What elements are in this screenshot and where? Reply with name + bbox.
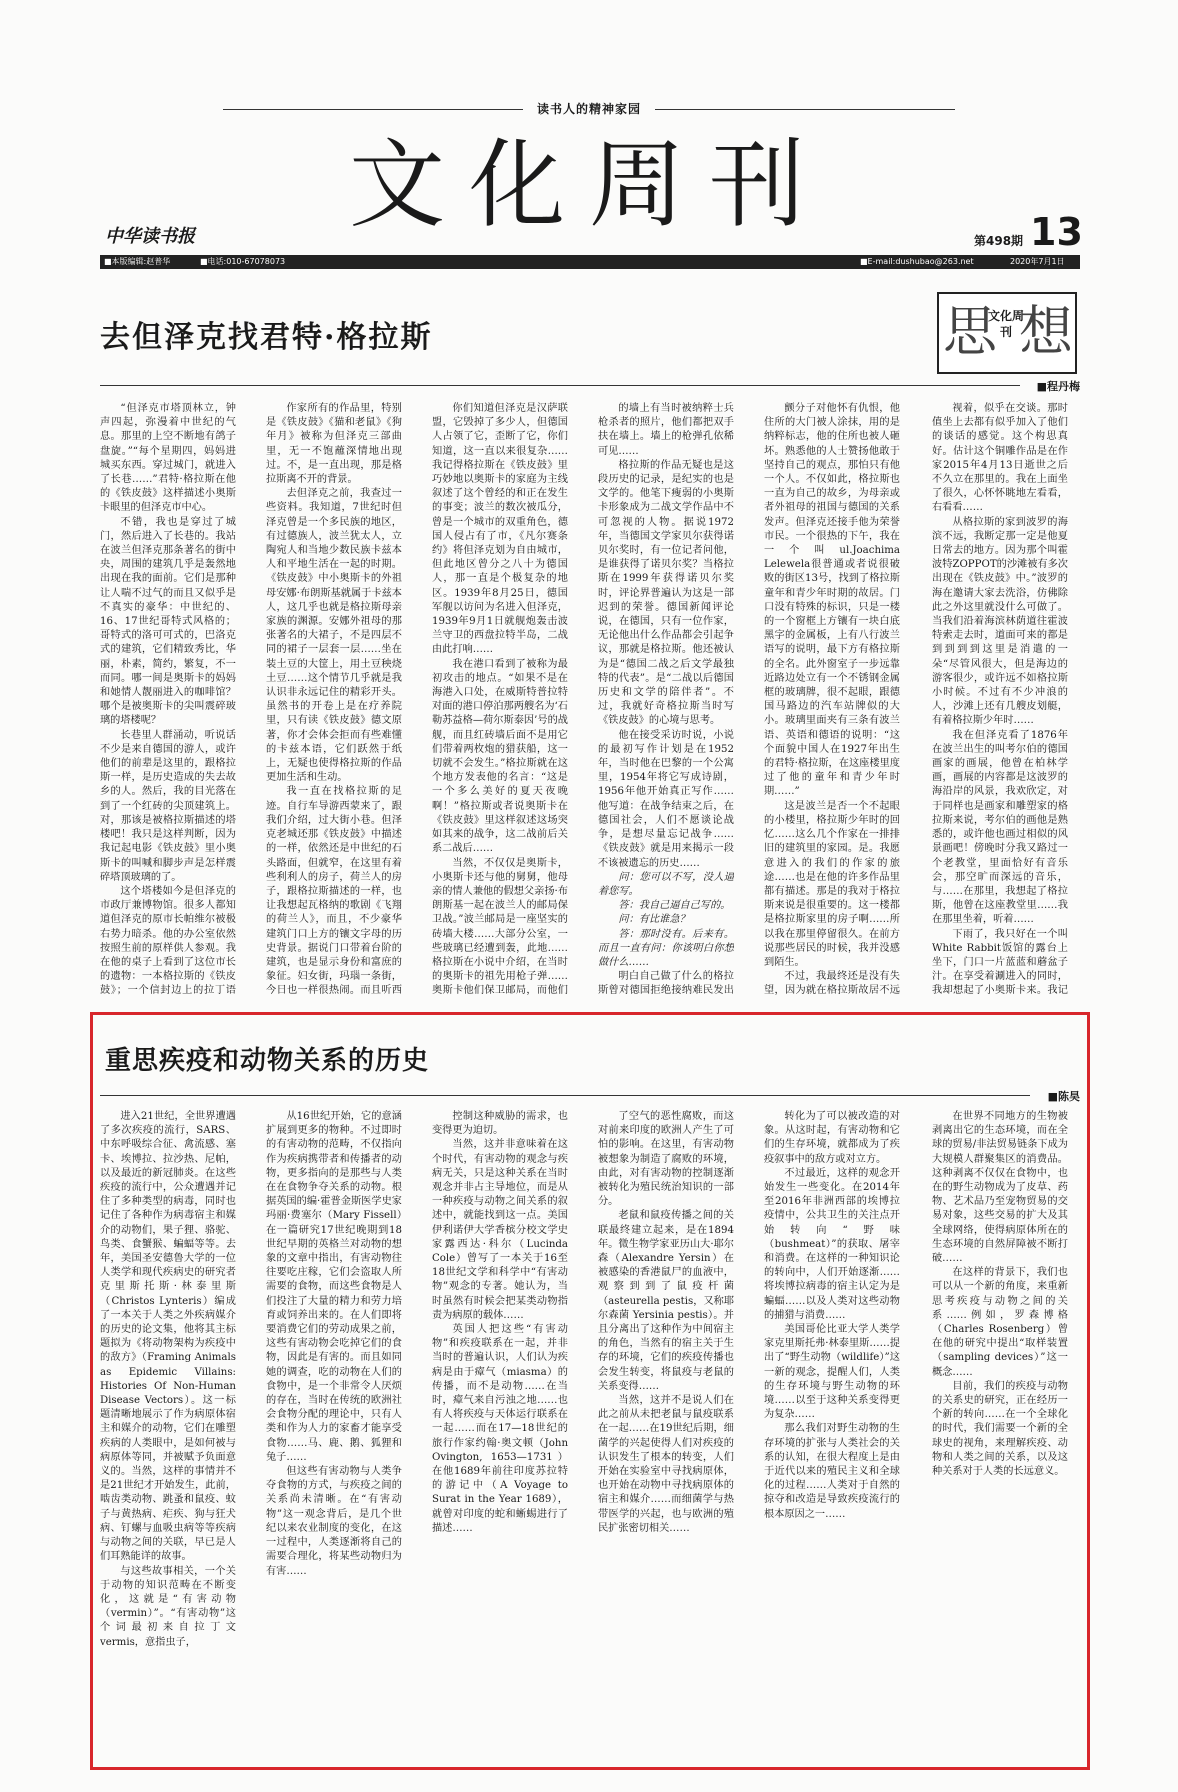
paragraph: 下雨了，我只好在一个叫White Rabbit饭馆的露台上坐下，门口一片蓝蓝和蘑盆子汁。在享受着涮进入的同时，我却想起了小奥斯卡来。我记 <box>932 928 1068 997</box>
article2-column-3 <box>432 1110 568 1754</box>
paragraph: 目前，我们的疾疫与动物的关系史的研究，正在经历一个新的转向……在一个全球化的时代，我们需要一个新的全球史的视角，来理解疾疫、动物和人类之间的关系，以及这种关系对于人类的长远意义。 <box>932 1380 1068 1478</box>
issue-number: 第498期 <box>974 234 1024 248</box>
article2-column-2 <box>266 1110 402 1754</box>
paragraph: 不过，我最终还是没有失望，因为就在格拉斯故居不远 <box>764 971 900 997</box>
paragraph: 视着，似乎在交谈。那时值坐上去都有似乎加入了他们的谈话的感觉。这个构思真好。估计这个铜雕作品是在作家2015年4月13日逝世之后不久立在那里的。我在上面坐了很久，心怀怀眺地左看看，右看看…… <box>932 403 1068 514</box>
badge-char-left: 思 <box>943 300 997 363</box>
paragraph: 长巷里人群涌动，听说话不少是来自德国的游人，或许他们的前辈是这里的，跟格拉斯一样，是历史造成的失去故乡的人。然后，我的目光落在到了一个红砖的尖顶建筑上。对，那该是被格拉斯描述的塔楼吧！我只是这样判断，因为我记起电影《铁皮鼓》里小奥斯卡的叫喊和脚步声是怎样震碎塔顶玻璃的了。 <box>100 729 236 883</box>
paragraph: 在世界不同地方的生物被剥离出它的生态环境，而在全球的贸易/非法贸易链条下成为大规模人群聚集区的消费品。这种剥离不仅仅在食物中，也在的野生动物成为了皮草、药物、艺术品乃至宠物贸易的交易对象，这些交易的扩大及其全球网络，使得病原体所在的生态环境的自然屏障被不断打破…… <box>932 1111 1068 1265</box>
date-info: 2020年7月1日 <box>1010 257 1065 266</box>
article1-byline: ■程丹梅 <box>1036 380 1080 393</box>
section-badge <box>937 292 1077 374</box>
paragraph: 英国人把这些“有害动物”和疾疫联系在一起，并非当时的普遍认识，人们认为疾病是由于瘴气（miasma）的传播，而不是动物……在当时，瘴气来自污浊之地……也有人将疾疫与天体运行联系在一起……而在17—18世纪的旅行作家约翰·奥文顿（John Ovington, 1653—1731）在他1689年前往印度苏拉特的游记中（A Voyage to Surat in the Year 1689），就曾对印度的蛇和蜥蜴进行了描述…… <box>432 1324 568 1534</box>
phone-info: ■电话:010-67078073 <box>200 257 286 266</box>
paragraph: 我一直在找格拉斯的足迹。自行车导游西蒙来了，跟我们介绍，过大街小巷。但泽克老城还那《铁皮鼓》中描述的一样，依然还是中世纪的石头路面，但就窄，在这里有着些利利人的房子，荷兰人的房子，跟格拉斯描述的一样，也让我想起瓦格纳的歌剧《飞翔的荷兰人》，而且，不少豪华建筑门口上方的镶文字母的历史背景。据说门口带着台阶的建筑，也是显示身份和富庶的象征。妇女街，玛瑙一条街，今日也一样很热闹。而且听西 <box>266 786 402 997</box>
paragraph: 那么我们对野生动物的生存环境的扩张与人类社会的关系的认知，在很大程度上是由于近代以来的殖民主义和全球化的过程……人类对于自然的掠夺和改造是导致疾疫流行的根本原因之一…… <box>764 1423 900 1520</box>
article1-headline: 去但泽克找君特·格拉斯 <box>100 320 433 355</box>
paragraph: 但这些有害动物与人类争夺食物的方式，与疾疫之间的关系尚未清晰。在“有害动物”这一观念背后，是几个世纪以来农业制度的变化，在这一过程中，人类逐渐将自己的需要合理化，将某些动物归为有害…… <box>266 1466 402 1577</box>
paragraph: 我在但泽克看了1876年在波兰出生的叫考尔伯的德国画家的画展，他曾在柏林学画，画展的内容都是这波罗的海沿岸的风景，我欢欣定，对于同样也是画家和雕塑家的格拉斯来说，考尔伯的画他是熟悉的，或许他也画过相似的风景画吧！傍晚时分我又路过一个老教堂，里面恰好有音乐会，那空旷而深远的音乐，与……在那里，我想起了格拉斯，他曾在这座教堂里……我在那里坐着，听着…… <box>932 729 1068 926</box>
paragraph: 与这些故事相关，一个关于动物的知识范畴在不断变化，这就是“有害动物（vermin）”。“有害动物”这个词最初来自拉丁文vermis，意指虫子， <box>100 1565 236 1648</box>
paragraph: 从16世纪开始，它的意涵扩展到更多的物种。不过即时的有害动物的范畴，不仅指向作为疾病携带者和传播者的动物，更多指向的是那些与人类在在食物争夺关系的动物。根据英国的编·霍普金斯医学史家玛丽·费塞尔（Mary Fissell）在一篇研究17世纪晚期到18世纪早期的英格兰对动物的想象的文章中指出，有害动物往往要吃庄稼，它们会盗取人所需要的食物，而这些食物是人们投注了大量的精力和劳力培育或饲养出来的。在人们即将要消费它们的劳动成果之前，这些有害动物会吃掉它们的食物，因此是有害的。而且如同她的调查，吃的动物在人们的食物中，是一个非常令人厌烦的存在，当时在传统的欧洲社会食物分配的理论中，只有人类和作为人力的家畜才能享受食物……马、鹿、鹅、狐狸和兔子…… <box>266 1111 402 1463</box>
paragraph: 美国哥伦比亚大学人类学家克里斯托弗·林泰里斯……提出了“野生动物（wildlife）”这一新的观念，提醒人们，人类的生存环境与野生动物的环境……以至于这种关系变得更为复杂…… <box>764 1324 900 1421</box>
paragraph: 老鼠和鼠疫传播之间的关联最终建立起来，是在1894年。微生物学家亚历山大·耶尔森（Alexandre Yersin）在被感染的香港鼠尸的血液中，观察到到了鼠疫杆菌（asteurella pestis，又称耶尔森菌 Yersinia pestis）。并且分离出了这种作为中间宿主的角色，当然有的宿主关于生存的环境，它们的疾疫传播也会发生转变，将鼠疫与老鼠的关系变得…… <box>598 1210 734 1392</box>
article1-column-6 <box>932 402 1068 998</box>
paragraph: 答：我自己逼自己写的。 <box>618 900 731 912</box>
paragraph: 不错，我也是穿过了城门，然后进入了长巷的。我站在波兰但泽克那条著名的街中央，周围的建筑几乎是轰然地出现在我的面前。它们是那种让人喘不过气的而且又似乎是不真实的豪华：中世纪的、16、17世纪哥特式风格的；哥特式的洛可可式的，巴洛克式的建筑，它们精致秀比，华丽，朴素，简约，繁复，不一而同。哪一间是奥斯卡的妈妈和她情人靓丽进入的咖啡馆？哪个是被奥斯卡的尖叫震碎玻璃的塔楼呢？ <box>100 516 236 727</box>
paragraph: 从格拉斯的家到波罗的海滨不远，我断定那一定是他夏日常去的地方。因为那个叫霍波特ZOPPOT的沙滩被有多次出现在《铁皮鼓》中。”波罗的海在邀请大家去洗浴，仿佛除此之外这里就没什么可做了。当我们沿着海滨林荫道往霍波特索走去时，道面可来的都是到到到到这里是消遣的一朵“尽管风很大，但是海边的游客很少，或许远不如格拉斯小时候。不过有不少冲浪的人，沙滩上还有几艘皮划艇，有着格拉斯少年时…… <box>932 516 1068 727</box>
article2-headline: 重思疾疫和动物关系的历史 <box>105 1046 430 1076</box>
paragraph: 他在接受采访时说，小说的最初写作计划是在1952年，当时他在巴黎的一个公寓里，1954年将它写成诗剧，1956年他开始真正写作……他写道：在战争结束之后，在德国社会，人们不愿谈论战争，是想尽量忘记战争……《铁皮鼓》就是用来揭示一段不该被遗忘的历史…… <box>598 729 734 869</box>
paragraph: 控制这种威胁的需求，也变得更为迫切。 <box>432 1111 568 1137</box>
article1-byline-row <box>100 378 1080 392</box>
editor-info: ■本版编辑:赵普华 <box>104 257 171 266</box>
article1-column-1 <box>100 402 236 998</box>
article2-byline: ■陈昊 <box>1047 1090 1080 1103</box>
article2-column-1 <box>100 1110 236 1754</box>
article1-column-5 <box>764 402 900 998</box>
badge-char-right: 想 <box>1019 300 1073 363</box>
paragraph: 这个塔楼如今是但泽克的市政厅兼博物馆。很多人都知道但泽克的原市长帕维尔被极右势力暗杀。他的办公室依然按照生前的原样供人参观。我在他的桌子上看到了这位市长的遗物：一本格拉斯的《铁皮鼓》；一个信封边上的拉丁语 <box>100 885 236 997</box>
paragraph: 作家所有的作品里，特别是《铁皮鼓》《猫和老鼠》《狗年月》被称为但泽克三部曲里，无一不饱蘸深情地出现过。不，是一直出现，那是格拉斯离不开的背景。 <box>266 403 402 486</box>
paragraph: 当然，这并非意味着在这个时代，有害动物的观念与疾病无关，只是这种关系在当时观念并非占主导地位，而是从一种疾疫与动物之间关系的叙述中，就能找到这一点。美国伊利诺伊大学香槟分校文学史家露西达·科尔（Lucinda Cole）曾写了一本关于16至18世纪文学和科学中“有害动物”观念的专著。她认为，当时虽然有时候会把某类动物指责为病原的载体…… <box>432 1139 568 1321</box>
paragraph: 去但泽克之前，我查过一些资料。我知道，7世纪时但泽克曾是一个多民族的地区，有过德族人，波兰犹太人，立陶宛人和当地少数民族卡兹本人和平地生活在一起的时期。《铁皮鼓》中小奥斯卡的外祖母安娜·布朗斯基就属于卡兹本人，这几乎也就是格拉斯母亲家族的渊源。安娜外祖母的那张著名的大裙子，不是四层不同的裙子一层套一层……坐在装土豆的大筐上，用土豆秧烧土豆……这个情节几乎就是我认识非永远记住的精彩开头。虽然书的开卷上是在疗养院里，只有读《铁皮鼓》德文原著，你才会体会拒而有些难懂的卡兹本语，它们跃然于纸上，无疑也使得格拉斯的作品更加生活和生动。 <box>266 488 402 784</box>
article1-byline-rule <box>100 385 1020 386</box>
article2-column-5 <box>764 1110 900 1754</box>
page-number: 13 <box>1030 210 1083 254</box>
paragraph: 了空气的恶性腐败，而这对前来印度的欧洲人产生了可怕的影响。在这里，有害动物被想象为制造了腐败的环境，由此，对有害动物的控制逐渐被转化为殖民统治知识的一部分。 <box>598 1111 734 1208</box>
article2-byline-row <box>100 1088 1080 1102</box>
article2-column-4 <box>598 1110 734 1754</box>
article1-column-2 <box>266 402 402 998</box>
article2-column-6 <box>932 1110 1068 1754</box>
paragraph: 这是波兰是否一个不起眼的小楼里，格拉斯少年时的回忆……这么几个作家在一排排旧的建筑里的家园。是。我愿意进入的我们的作家的旅途……也是在他的许多作品里都有描述。那是的我对于格拉斯来说是很重要的。这一楼都是格拉斯家里的房子啊……所以我在那里停留很久。在前方说那些居民的时候，我并没感到陌生。 <box>764 800 900 968</box>
newspaper-logo: 中华读书报 <box>105 226 195 247</box>
paragraph: 格拉斯的作品无疑也是这段历史的记录，是纪实的也是文学的。他笔下瘦弱的小奥斯卡形象成为二战文学作品中不可忽视的人物。据说1972年，当德国文学家贝尔获得诺贝尔奖时，有一位记者问他，是谁获得了诺贝尔奖？当格拉斯在1999年获得诺贝尔奖时，评论界普遍认为这是一部迟到的荣誉。德国新闻评论说，在德国，只有一位作家，无论他出什么作品都会引起争议，那就是格拉斯。他还被认为是“德国二战之后文学最独特的代表”。是“二战以后德国历史和文学的陪伴者”。不过，我就好奇格拉斯当时写《铁皮鼓》的心境与思考。 <box>598 459 734 727</box>
badge-middle-text: 文化周刊 <box>988 309 1025 339</box>
paragraph: 我在港口看到了被称为最初攻击的地点。“如果不是在海港入口处，在威斯特普拉特对面的港口停泊那两艘名为‘石勒苏益格—荷尔斯泰因’号的战舰，而且红砖墙后面不是用它们带着两枚炮的猎获船，这一切就不会发生。”格拉斯就在这个地方发表他的名言：“这是一个多么美好的夏天夜晚啊！”格拉斯或者说奥斯卡在《铁皮鼓》里这样叙述这场突如其来的战争，这二战前后关系二战后…… <box>432 658 568 855</box>
paragraph: 问：您可以不写，没人逼着您写。 <box>598 871 734 897</box>
masthead-title: 文化周刊 <box>349 129 829 241</box>
paragraph: 当然，不仅仅是奥斯卡，小奥斯卡还与他的舅舅，他母亲的情人兼他的假想父亲扬·布朗斯基一起在波兰人的邮局保卫战。”波兰邮局是一座坚实的砖墙大楼……大部分公室，一些玻璃已经遭到轰，此地……格拉斯在小说中介绍，在当时的奥斯卡的祖先用枪子弹……奥斯卡他们保卫邮局，而他们 <box>432 857 568 997</box>
email-info: ■E-mail:dushubao@263.net <box>860 257 974 266</box>
paragraph: 当然，这并不是说人们在此之前从未把老鼠与鼠疫联系在一起……在19世纪后期，细菌学的兴起使得人们对疾疫的认识发生了根本的转变，人们开始在实验室中寻找病原体，也开始在动物中寻找病原体的宿主和媒介……而细菌学与热带医学的兴起，也与欧洲的殖民扩张密切相关…… <box>598 1395 734 1534</box>
paragraph: 不过最近，这样的观念开始发生一些变化。在2014年至2016年非洲西部的埃博拉疫情中，公共卫生的关注点开始转向“野味（bushmeat）”的获取、屠宰和消费。在这样的一种知识论的转向中，人们开始逐渐……将埃博拉病毒的宿主认定为是蝙蝠……以及人类对这些动物的捕猎与消费…… <box>764 1167 900 1321</box>
paragraph: 颤分子对他怀有仇恨，他住所的大门被人涂抹，用的是纳粹标志，他的住所也被人砸坏。熟悉他的人士赞扬他敢于坚持自己的观点，那怕只有他一个人。不仅如此，格拉斯也一直为自己的故乡，为母亲或者外祖母的祖国与德国的关系发声。但泽克还接手他为荣誉市民。一个很热的下午，我在一个叫ul.Joachima Lelewela很普通或者说很破败的街区13号，找到了格拉斯童年和青少年时期的故居。门口没有特殊的标识，只是一楼的一个窗框上方镶有一块白底黑字的金属板，上有八行波兰语写的说明，最下方有格拉斯的全名。此外窗室子一步远靠近路边处立有一个不锈钢金属框的玻璃牌，很不起眼，跟德国马路边的汽车站牌似的大小。玻璃里面夹有三条有波兰语、英语和德语的说明：“这个面貌中国人在1927年出生的君特·格拉斯，在这座楼里度过了他的童年和青少年时期……” <box>764 403 900 798</box>
masthead-tagline: 读书人的精神家园 <box>0 100 1178 117</box>
paragraph: 转化为了可以被改造的对象。从这时起，有害动物和它们的生存环境，就都成为了疾疫叙事中的敌方或对立方。 <box>764 1111 900 1165</box>
article1-column-4 <box>598 402 734 998</box>
article2-byline-rule <box>100 1095 1030 1096</box>
info-bar <box>100 255 1080 269</box>
paragraph: “但泽克市塔顶林立，钟声四起，弥漫着中世纪的气息。那里的上空不断地有鸽子盘旋。”“每个星期四，妈妈进城买东西。穿过城门，就进入了长巷……”君特·格拉斯在他的《铁皮鼓》这样描述小奥斯卡眼里的但泽克市中心。 <box>100 403 236 514</box>
paragraph: 在这样的背景下，我们也可以从一个新的角度，来重新思考疾疫与动物之间的关系……例如，罗森博格（Charles Rosenberg）曾在他的研究中提出“取样装置（sampling devices）”这一概念…… <box>932 1267 1068 1378</box>
paragraph: 问：有比谁急？ <box>618 914 690 926</box>
article1-column-3 <box>432 402 568 998</box>
paragraph: 答：那时没有。后来有。而且一直有问：你该明白你想做什么…… <box>598 928 734 968</box>
paragraph: 你们知道但泽克是汉萨联盟，它毁掉了多少人，但德国人占领了它，歪断了它，你们知道，这一直以来很复杂……我记得格拉斯在《铁皮鼓》里巧妙地以奥斯卡的家庭为主线叙述了这个曾经的和正在发生的事变；波兰的数次被瓜分，曾是一个城市的双重角色，德国人侵占有了市，《凡尔赛条约》将但泽克划为自由城市，但此地区曾分之八十为德国人，那一直是个极复杂的地区。1939年8月25日，德国军舰以访问为名进入但泽克，1939年9月1日就舰炮轰击波兰守卫的西盘拉特半岛，二战由此打响…… <box>432 403 568 656</box>
paragraph: 进入21世纪，全世界遭遇了多次疾疫的流行，SARS、中东呼吸综合征、禽流感、塞卡、埃博拉、拉沙热、尼帕，以及最近的新冠肺炎。在这些疾疫的流行中，公众遭遇并记住了多种类型的病毒，同时也记住了各种作为病毒宿主和媒介的动物们，果子狸、骆驼、鸟类、食蟹猴、蝙蝠等等。去年，美国圣安德鲁大学的一位人类学和现代疾病史的研究者克里斯托斯·林泰里斯（Christos Lynteris）编成了一本关于人类之外疾病媒介的历史的论文集，他将其主标题拟为《将动物架构为疾疫中的敌方》（Framing Animals as Epidemic Villains: Histories Of Non-Human Disease Vectors）。这一标题清晰地展示了作为病原体宿主和媒介的动物，它们在雕塑疾病的人类眼中，是如何被与病原体等同，并被赋予负面意义的。当然，这样的事情并不是21世纪才开始发生，此前，啮齿类动物、跳蚤和鼠疫、蚊子与黄热病、疟疾、狗与狂犬病、钉螺与血吸虫病等等疾病与动物之间的关联，早已是人们耳熟能详的故事。 <box>100 1111 236 1563</box>
paragraph: 明白自己做了什么的格拉斯曾对德国拒绝接纳难民发出 <box>598 971 734 997</box>
paragraph: 的墙上有当时被纳粹士兵枪杀者的照片，他们都把双手扶在墙上。墙上的枪弹孔依稀可见…… <box>598 403 734 457</box>
